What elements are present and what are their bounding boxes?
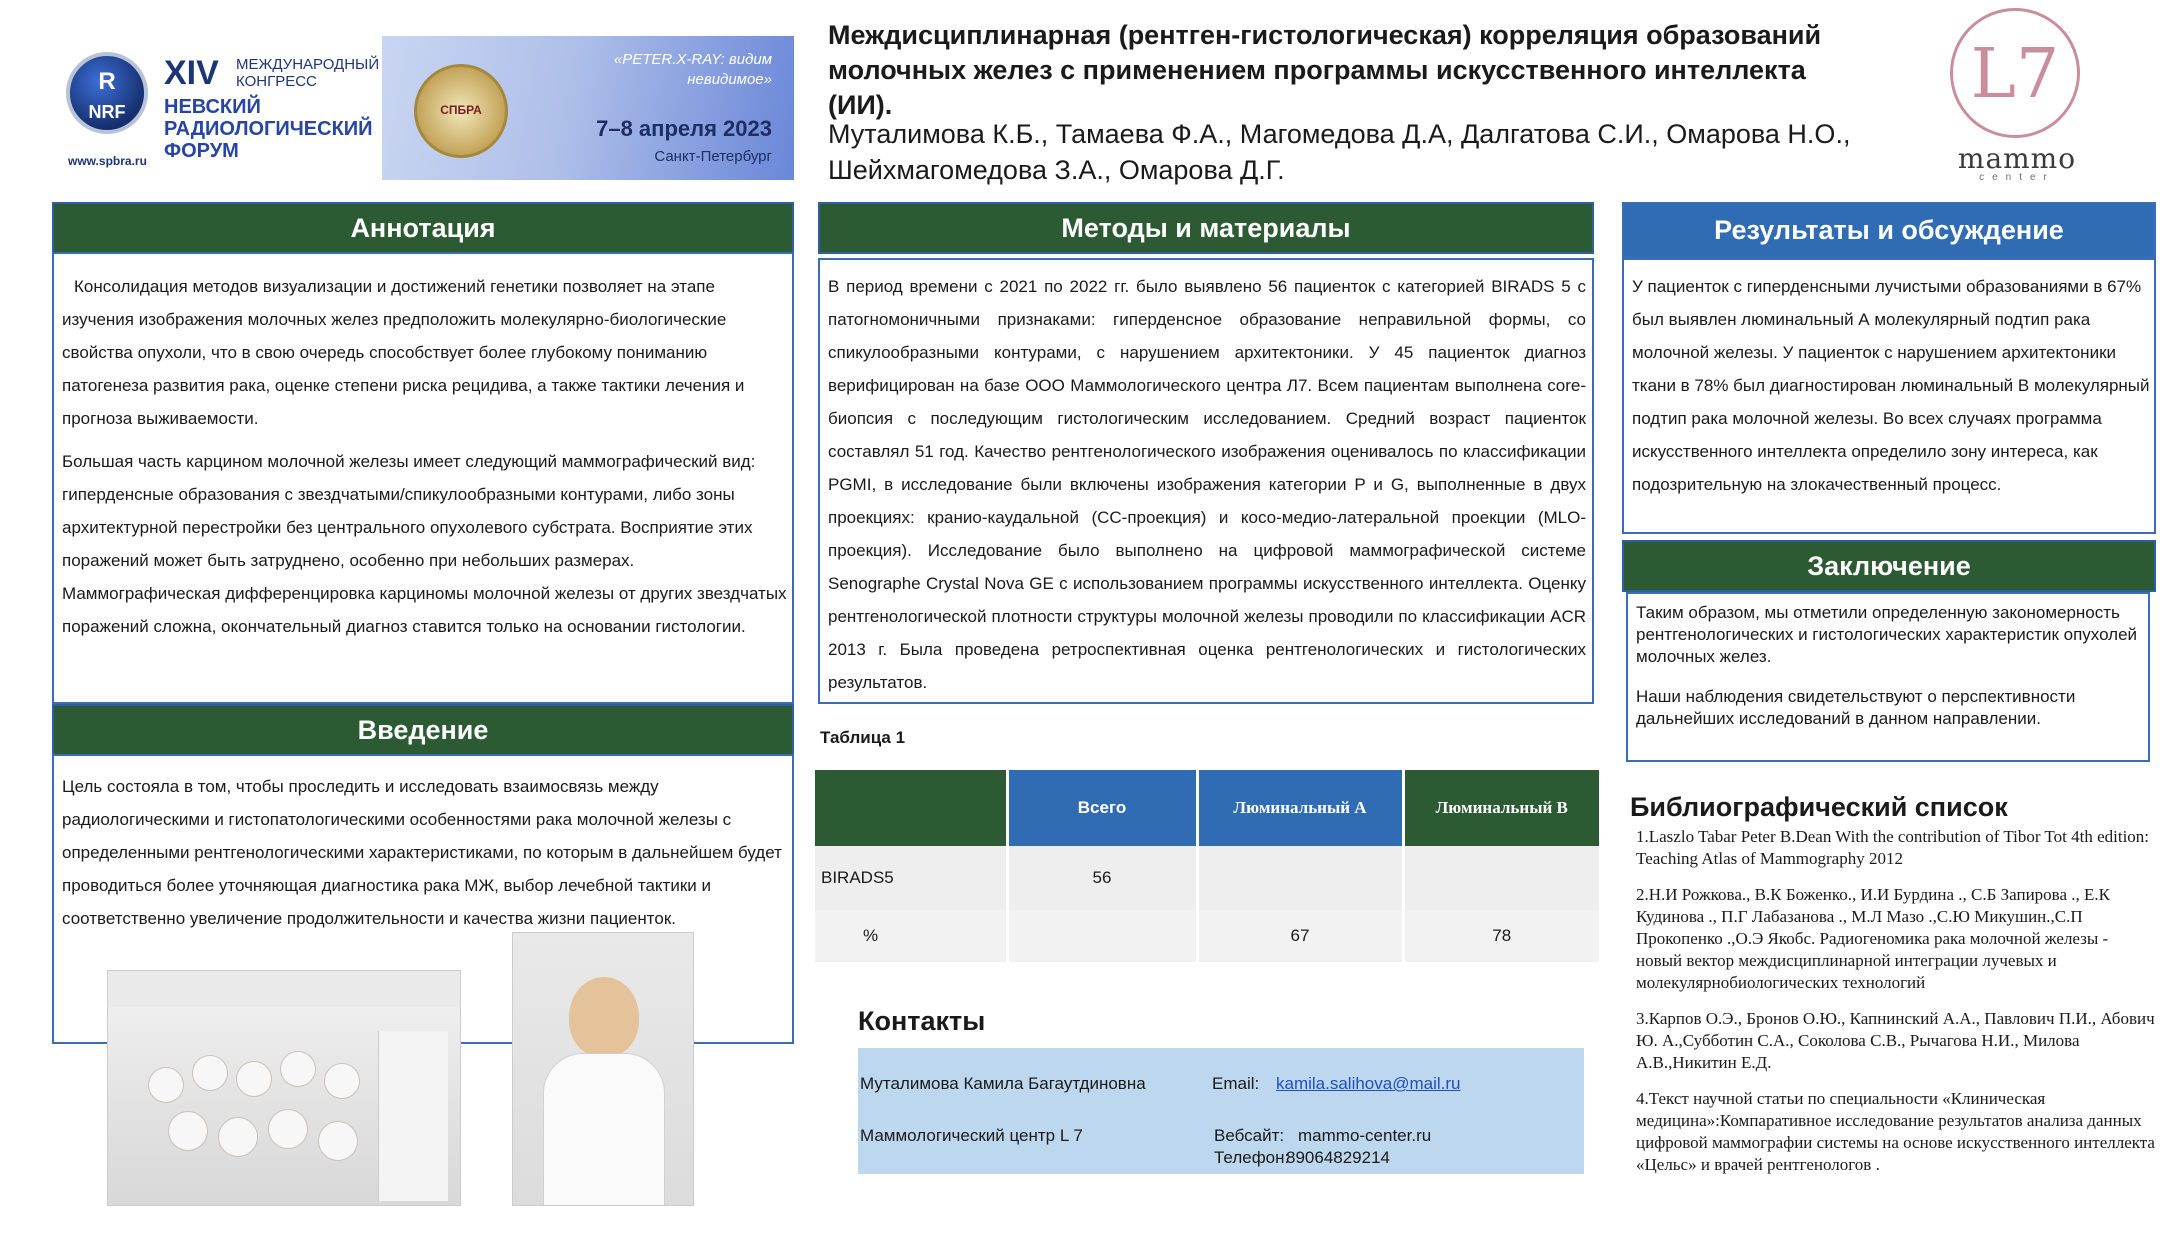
contact-email-link[interactable]: kamila.salihova@mail.ru — [1276, 1074, 1461, 1093]
annotation-paragraph-1: Консолидация методов визуализации и достижений генетики позволяет на этапе изучения изображения молочных желез предположить молекулярно-биологические свойства опухоли, что в свою очередь способствует более глубокому пониманию патогенеза развития рака, оценке степени риска рецидива, а также тактики лечения и прогноза выживаемости. — [62, 277, 745, 428]
results-header-frame — [1622, 202, 2156, 258]
photo-person — [318, 1121, 358, 1161]
l7-logo — [1950, 8, 2080, 138]
methods-text: В период времени с 2021 по 2022 гг. было выявлено 56 пациенток с категорией BIRADS 5 с патогномоничными признаками: гиперденсное образование неправильной формы, со спикулообразными контурами, с нарушением архитектоники. У 45 пациенток диагноз верифицирован на базе ООО Маммологического центра Л7. Всем пациентам выполнена core-биопсия с последующим гистологическим исследованием. Средний возраст пациенток составлял 51 год. Качество рентгенологического изображения оценивалось по классификации PGMI, в исследование были включены изображения категории P и G, выполненные в двух проекциях: кранио-каудальной (СС-проекция) и косо-медио-латеральной проекции (MLO-проекция). Исследование было выполнено на цифровой маммографической системе Senographe Crystal Nova GE с использованием программы искусственного интеллекта. Оценку рентгенологической плотности структуры молочной железы проводили по классификации ACR 2013 г. Была проведена ретроспективная оценка рентгенологических и гистологических результатов. — [828, 277, 1586, 692]
intro-text: Цель состояла в том, чтобы проследить и исследовать взаимосвязь между радиологическими и гистопатологическими особенностями рака молочной железы с определенными рентгенологическими характеристиками, по которым в дальнейшем будет проводиться более уточняющая диагностика рака МЖ, выбор лечебной тактики и соответственно увеличение продолжительности и качества жизни пациенток. — [62, 777, 782, 928]
contact-site: mammo-center.ru — [1298, 1126, 1432, 1145]
table-cell: 56 — [1007, 846, 1197, 910]
nrf-logo: R NRF — [66, 52, 148, 134]
photo-person — [268, 1109, 308, 1149]
bibliography-header: Библиографический список — [1630, 792, 2008, 822]
congress-banner — [52, 34, 794, 182]
bibliography-item: 1.Laszlo Tabar Peter B.Dean With the contribution of Tibor Tot 4th edition: Teaching Atlas of Mammography 2012 — [1636, 827, 2150, 868]
bibliography-item: 4.Текст научной статьи по специальности «Клиническая медицина»:Компаративное исследование результатов анализа данных цифровой маммографии системы на основе искусственного интеллекта «Цельс» и врачей рентгенологов . — [1636, 1089, 2155, 1174]
table-cell — [1197, 846, 1403, 910]
table-cell: BIRADS5 — [815, 846, 1007, 910]
methods-box — [818, 258, 1594, 704]
photo-coat — [543, 1053, 665, 1206]
photo-person — [218, 1117, 258, 1157]
mammo-brand: mammo — [1957, 142, 2077, 175]
photo-ceiling — [108, 971, 460, 1007]
table-cell: 78 — [1492, 926, 1512, 945]
results-header: Результаты и обсуждение — [1624, 204, 2154, 256]
conclusion-box — [1626, 592, 2150, 762]
table-header-luminal-b: Люминальный В — [1403, 770, 1599, 846]
methods-header: Методы и материалы — [820, 204, 1592, 252]
photo-head — [569, 977, 639, 1057]
bibliography-list — [1636, 826, 2156, 1176]
contact-site-label: Вебсайт: — [1214, 1126, 1285, 1145]
table-cell — [1007, 910, 1197, 962]
contact-org: Маммологический центр L 7 — [860, 1126, 1083, 1145]
annotation-paragraph-2: Большая часть карцином молочной железы имеет следующий маммографический вид: гиперденсные образования с звездчатыми/спикулообразными контурами, либо зоны архитектурной перестройки без центрального опухолевого субстрата. Восприятие этих поражений может быть затруднено, особенно при небольших размерах. Маммографическая дифференцировка карциномы молочной железы от других звездчатых поражений сложна, окончательный диагноз ставится только на основании гистологии. — [62, 452, 787, 636]
congress-slogan-block — [382, 36, 794, 180]
mammo-brand-sub: center — [1979, 172, 2055, 183]
poster-title: Междисциплинарная (рентген-гистологическая) корреляция образований молочных желез с применением программы искусственного интеллекта (ИИ). — [828, 20, 1822, 120]
table-header-luminal-a: Люминальный А — [1197, 770, 1403, 846]
bibliography-item: 2.Н.И Рожкова., В.К Боженко., И.И Бурдина ., С.Б Запирова ., Е.К Кудинова ., П.Г Лабазанова ., М.Л Мазо .,С.Ю Микушин.,С.П Прокопенко .,О.Э Якобс. Радиогеномика рака молочной железы - новый вектор междисциплинарной интеграции лучевых и молекулярнобиологических технологий — [1636, 885, 2110, 992]
table-header-empty — [815, 770, 1007, 846]
team-photo — [107, 970, 461, 1206]
conclusion-text — [1636, 602, 2144, 730]
intro-header-frame — [52, 704, 794, 756]
table-cell — [1403, 846, 1599, 910]
contact-name: Муталимова Камила Багаутдиновна — [860, 1074, 1146, 1093]
forum-name: НЕВСКИЙ РАДИОЛОГИЧЕСКИЙ ФОРУМ — [164, 96, 373, 162]
results-box — [1622, 258, 2156, 534]
table-row — [815, 846, 1599, 910]
poster-authors: Муталимова К.Б., Тамаева Ф.А., Магомедова Д.А, Далгатова С.И., Омарова Н.О., Шейхмагомедова З.А., Омарова Д.Г. — [828, 119, 1851, 185]
table-caption: Таблица 1 — [820, 728, 906, 747]
spbra-emblem: СПБРА — [414, 64, 508, 158]
photo-person — [324, 1063, 360, 1099]
l7-mark: L7 — [1970, 35, 2060, 114]
contacts-box — [858, 1048, 1584, 1174]
annotation-box — [52, 252, 794, 704]
congress-dates: 7–8 апреля 2023 — [596, 116, 772, 141]
contact-phone-label: Телефон: — [1214, 1148, 1290, 1167]
photo-person — [192, 1055, 228, 1091]
table-cell: % — [815, 910, 1007, 962]
annotation-header: Аннотация — [54, 204, 792, 252]
photo-person — [148, 1067, 184, 1103]
intro-header: Введение — [54, 706, 792, 754]
forum-website: www.spbra.ru — [68, 154, 147, 168]
doctor-photo — [512, 932, 694, 1206]
table-header-row — [815, 770, 1599, 846]
table-header-total: Всего — [1007, 770, 1197, 846]
congress-number: XIV — [164, 54, 219, 92]
contact-email-label: Email: — [1212, 1074, 1260, 1093]
conclusion-paragraph-2: Наши наблюдения свидетельствуют о перспективности дальнейших исследований в данном направлении. — [1636, 687, 2076, 728]
congress-city: Санкт-Петербург — [654, 148, 772, 165]
annotation-header-frame — [52, 202, 794, 254]
forum-logo-block — [52, 34, 382, 182]
congress-type: МЕЖДУНАРОДНЫЙ КОНГРЕСС — [236, 56, 380, 90]
photo-person — [168, 1111, 208, 1151]
conclusion-header: Заключение — [1624, 542, 2154, 590]
photo-reception-desk — [378, 1031, 448, 1201]
congress-slogan: «PETER.X-RAY: видим невидимое» — [613, 51, 772, 88]
results-table — [815, 770, 1599, 962]
contacts-header: Контакты — [858, 1006, 986, 1036]
conclusion-paragraph-1: Таким образом, мы отметили определенную закономерность рентгенологических и гистологических характеристик опухолей молочных желез. — [1636, 603, 2138, 666]
contact-phone: 89064829214 — [1286, 1148, 1391, 1167]
methods-header-frame — [818, 202, 1594, 254]
results-text: У пациенток с гиперденсными лучистыми образованиями в 67% был выявлен люминальный А молекулярный подтип рака молочной железы. У пациенток с нарушением архитектоники ткани в 78% был диагностирован люминальный В молекулярный подтип рака молочной железы. Во всех случаях программа искусственного интеллекта определило зону интереса, как подозрительную на злокачественный процесс. — [1632, 277, 2150, 494]
photo-person — [280, 1051, 316, 1087]
table-cell: 67 — [1197, 910, 1403, 962]
photo-person — [236, 1061, 272, 1097]
bibliography-item: 3.Карпов О.Э., Бронов О.Ю., Капнинский А.А., Павлович П.И., Абович Ю. А.,Субботин С.А., Соколова С.В., Рычагова Н.И., Милова А.В.,Никитин Е.Д. — [1636, 1009, 2155, 1072]
annotation-text — [62, 270, 788, 643]
conclusion-header-frame — [1622, 540, 2156, 592]
table-row — [815, 910, 1599, 962]
